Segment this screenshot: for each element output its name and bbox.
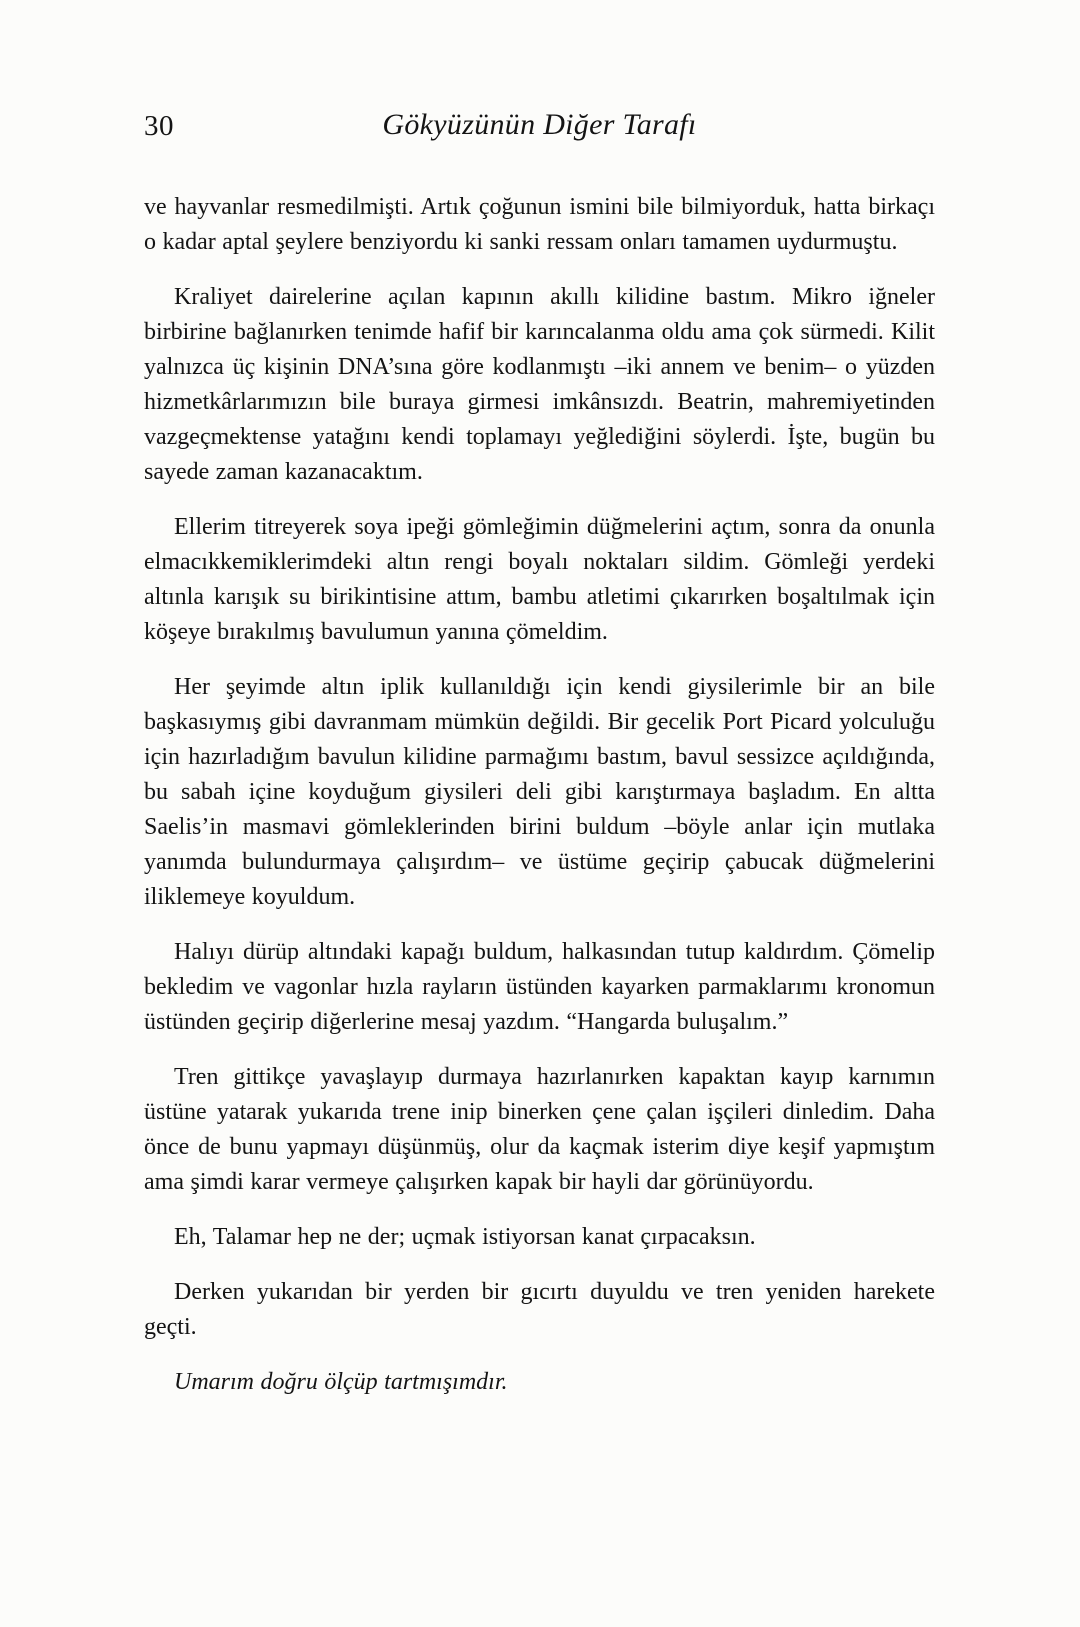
paragraph: Ellerim titreyerek soya ipeği gömleğimin düğmelerini açtım, sonra da onunla elmacıkkemiklerimdeki altın rengi boyalı noktaları sildim. Gömleği yerdeki altınla karışık su birikintisine attım, bambu atletimi çıkarırken boşaltılmak için köşeye bırakılmış bavulumun yanına çömeldim. (144, 514, 935, 645)
running-title: Gökyüzünün Diğer Tarafı (382, 108, 697, 141)
paragraph: Eh, Talamar hep ne der; uçmak istiyorsan kanat çırpacaksın. (174, 1224, 756, 1250)
page-number: 30 (144, 110, 174, 142)
paragraph: Derken yukarıdan bir yerden bir gıcırtı duyuldu ve tren yeniden harekete geçti. (144, 1279, 935, 1340)
paragraph: Kraliyet dairelerine açılan kapının akıllı kilidine bastım. Mikro iğneler birbirine bağlanırken tenimde hafif bir karıncalanma oldu ama çok sürmedi. Kilit yalnızca üç kişinin DNA’sına göre kodlanmıştı –iki annem ve benim– o yüzden hizmetkârlarımızın bile buraya girmesi imkânsızdı. Beatrin, mahremiyetinden vazgeçmektense yatağını kendi toplamayı yeğlediğini söylerdi. İşte, bugün bu sayede zaman kazanacaktım. (144, 284, 935, 485)
paragraph: Umarım doğru ölçüp tartmışımdır. (174, 1369, 508, 1395)
page-header (144, 108, 935, 152)
paragraph: Halıyı dürüp altındaki kapağı buldum, halkasından tutup kaldırdım. Çömelip bekledim ve vagonlar hızla rayların üstünden kayarken parmaklarımı kronomun üstünden geçirip diğerlerine mesaj yazdım. “Hangarda buluşalım.” (144, 939, 935, 1035)
paragraph: Her şeyimde altın iplik kullanıldığı için kendi giysilerimle bir an bile başkasıymış gibi davranmam mümkün değildi. Bir gecelik Port Picard yolculuğu için hazırladığım bavulun kilidine parmağımı bastım, bavul sessizce açıldığında, bu sabah içine koyduğum giysileri deli gibi karıştırmaya başladım. En altta Saelis’in masmavi gömleklerinden birini buldum –böyle anlar için mutlaka yanımda bulundurmaya çalışırdım– ve üstüme geçirip çabucak düğmelerini iliklemeye koyuldum. (144, 674, 935, 910)
paragraph: ve hayvanlar resmedilmişti. Artık çoğunun ismini bile bilmiyorduk, hatta birkaçı o kadar aptal şeylere benziyordu ki sanki ressam onları tamamen uydurmuştu. (144, 194, 935, 255)
body-text (144, 190, 935, 1420)
paragraph: Tren gittikçe yavaşlayıp durmaya hazırlanırken kapaktan kayıp karnımın üstüne yatarak yukarıda trene inip binerken çene çalan işçileri dinledim. Daha önce de bunu yapmayı düşünmüş, olur da kaçmak isterim diye keşif yapmıştım ama şimdi karar vermeye çalışırken kapak bir hayli dar görünüyordu. (144, 1064, 935, 1195)
